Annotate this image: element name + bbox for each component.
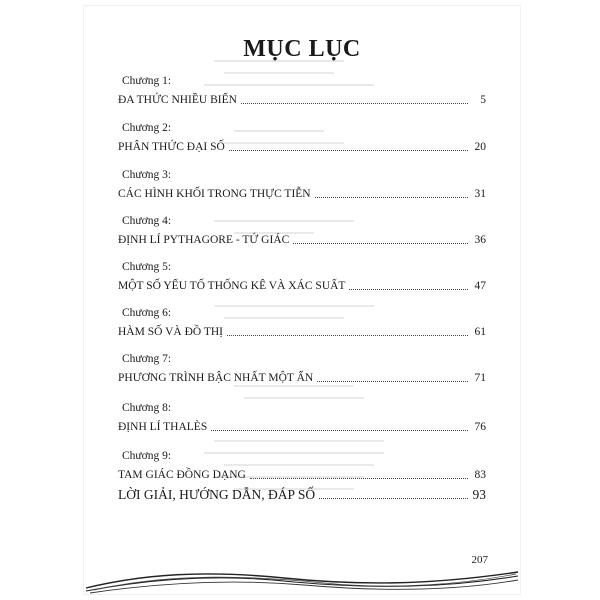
chapter-row (114, 468, 486, 482)
chapter-title: ĐA THỨC NHIỀU BIẾN (118, 94, 237, 106)
chapter-row (114, 325, 486, 339)
toc-entry-final (114, 483, 486, 502)
chapter-title: LỜI GIẢI, HƯỚNG DẪN, ĐÁP SỐ (118, 487, 316, 502)
dot-leader (250, 477, 468, 479)
chapter-title: TAM GIÁC ĐỒNG DẠNG (118, 469, 246, 481)
chapter-title: ĐỊNH LÍ PYTHAGORE - TỨ GIÁC (118, 234, 290, 246)
chapter-page: 20 (474, 141, 486, 153)
chapter-page: 93 (472, 487, 486, 502)
chapter-row (114, 371, 486, 385)
chapter-title: PHÂN THỨC ĐẠI SỐ (118, 141, 225, 153)
dot-leader (293, 242, 468, 244)
chapter-page: 47 (474, 280, 486, 292)
chapter-row (114, 93, 486, 107)
chapter-title: HÀM SỐ VÀ ĐỒ THỊ (118, 326, 223, 338)
toc-entry-9 (114, 449, 486, 482)
book-page (84, 6, 520, 594)
chapter-label: Chương 1: (122, 75, 172, 87)
chapter-label: Chương 8: (122, 402, 172, 414)
chapter-label: Chương 9: (122, 450, 172, 462)
chapter-title: CÁC HÌNH KHỐI TRONG THỰC TIỄN (118, 188, 311, 200)
chapter-title: PHƯƠNG TRÌNH BẬC NHẤT MỘT ẨN (118, 372, 314, 384)
dot-leader (227, 334, 468, 336)
chapter-row (114, 488, 486, 502)
chapter-row (114, 279, 486, 293)
dot-leader (241, 102, 468, 104)
toc-entry-3 (114, 168, 486, 201)
chapter-label: Chương 2: (122, 122, 172, 134)
page-title: MỤC LỤC (243, 36, 361, 62)
dot-leader (319, 497, 468, 499)
dot-leader (229, 149, 468, 151)
chapter-label: Chương 5: (122, 261, 172, 273)
chapter-label: Chương 7: (122, 353, 172, 365)
chapter-row (114, 140, 486, 154)
dot-leader (315, 196, 468, 198)
chapter-page: 61 (474, 326, 486, 338)
chapter-row (114, 420, 486, 434)
chapter-page: 31 (474, 188, 486, 200)
toc-entry-5 (114, 260, 486, 293)
toc-entry-8 (114, 401, 486, 434)
chapter-title: ĐỊNH LÍ THALÈS (118, 421, 208, 433)
chapter-page: 36 (474, 234, 486, 246)
page-number: 207 (471, 554, 488, 566)
chapter-label: Chương 6: (122, 307, 172, 319)
chapter-page: 5 (480, 94, 486, 106)
dot-leader (211, 429, 468, 431)
dot-leader (349, 288, 468, 290)
toc-entry-7 (114, 352, 486, 385)
toc-entry-4 (114, 214, 486, 247)
dot-leader (317, 380, 468, 382)
toc-entry-2 (114, 121, 486, 154)
chapter-title: MỘT SỐ YẾU TỐ THỐNG KÊ VÀ XÁC SUẤT (118, 280, 346, 292)
chapter-row (114, 233, 486, 247)
chapter-page: 71 (474, 372, 486, 384)
decorative-swoosh (84, 566, 520, 594)
chapter-page: 76 (474, 421, 486, 433)
toc-entry-6 (114, 306, 486, 339)
chapter-label: Chương 3: (122, 169, 172, 181)
toc-entry-1 (114, 74, 486, 107)
chapter-page: 83 (474, 469, 486, 481)
chapter-label: Chương 4: (122, 215, 172, 227)
chapter-row (114, 187, 486, 201)
